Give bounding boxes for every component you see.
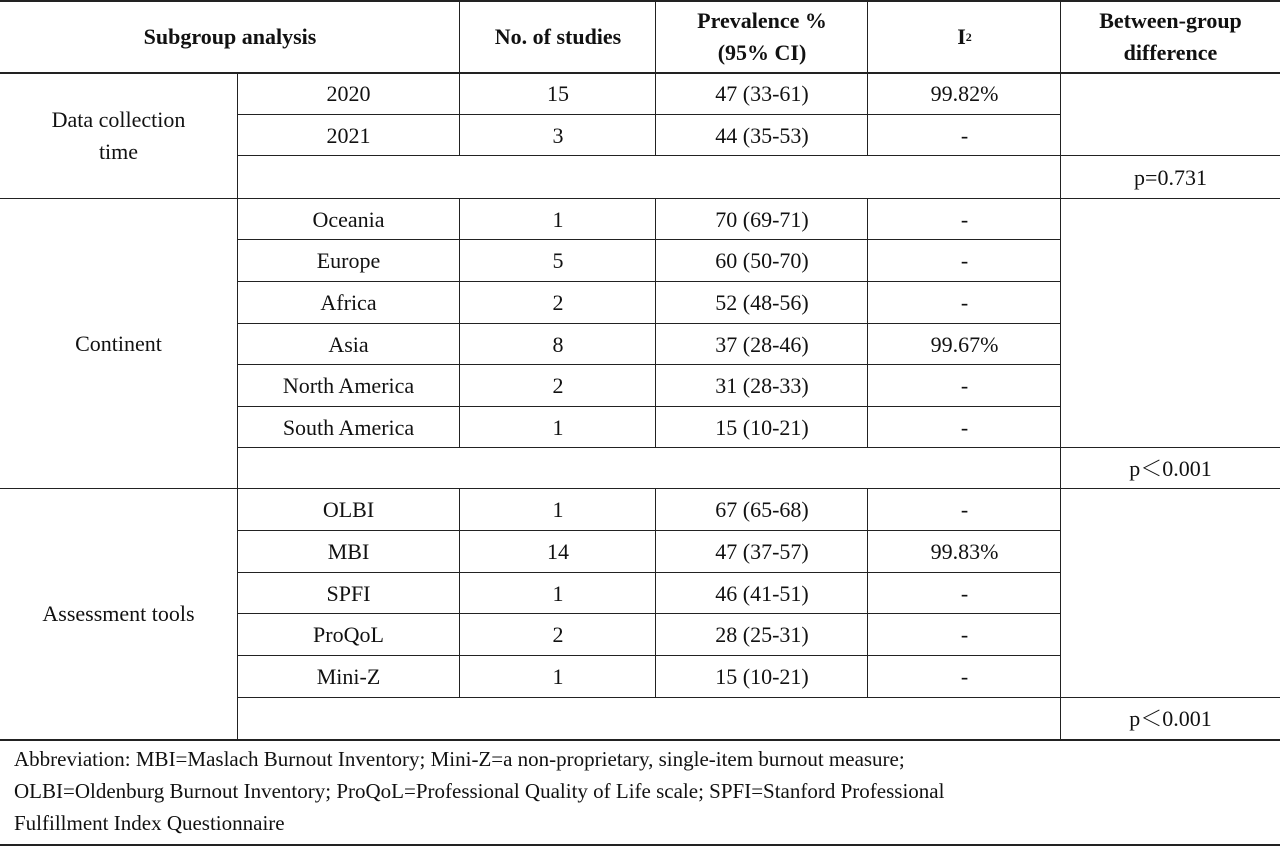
row-label: OLBI: [322, 497, 375, 523]
row-prevalence: 60 (50-70): [715, 248, 809, 274]
header-between-group-difference: [1061, 0, 1280, 73]
group-name-line: Data collection: [51, 107, 186, 133]
row-studies: 2: [552, 373, 564, 399]
row-studies: 1: [552, 206, 564, 232]
group-name-line: Assessment tools: [42, 601, 195, 627]
row-prevalence: 46 (41-51): [715, 580, 809, 606]
row-i2: -: [960, 580, 969, 606]
row-prevalence: 47 (33-61): [715, 81, 809, 107]
row-label: 2020: [326, 81, 371, 107]
row-studies: 1: [552, 497, 564, 523]
row-i2: -: [960, 664, 969, 690]
rule-row: [237, 239, 1061, 240]
header-i2-base: I: [957, 23, 966, 49]
row-i2: -: [960, 373, 969, 399]
rule-group: [0, 488, 1280, 489]
rule-col-i2: [867, 489, 868, 698]
row-label: Europe: [316, 248, 381, 274]
row-i2: 99.83%: [930, 539, 999, 565]
rule-row: [237, 323, 1061, 324]
row-studies: 1: [552, 580, 564, 606]
row-i2: -: [960, 497, 969, 523]
row-studies: 15: [547, 81, 569, 107]
group-name-data-collection-time: [0, 73, 237, 199]
rule-col-prevalence: [655, 489, 656, 698]
group-name-continent: [0, 199, 237, 489]
footnote-line: OLBI=Oldenburg Burnout Inventory; ProQoL=Professional Quality of Life scale; SPFI=Stanford Professional: [14, 779, 945, 803]
rule-row: [237, 697, 1280, 698]
row-studies: 2: [552, 290, 564, 316]
rule-row: [237, 447, 1280, 448]
row-label: SPFI: [326, 580, 371, 606]
row-prevalence: 52 (48-56): [715, 290, 809, 316]
header-prevalence-line1: Prevalence %: [697, 7, 827, 33]
rule-col-studies: [459, 0, 460, 156]
header-subgroup-analysis: [0, 0, 460, 73]
row-label: Africa: [320, 290, 377, 316]
header-between-line2: difference: [1123, 39, 1218, 65]
rule-col-prevalence: [655, 0, 656, 156]
rule-row: [237, 364, 1061, 365]
header-i-squared: I 2: [868, 0, 1061, 73]
row-prevalence: 67 (65-68): [715, 497, 809, 523]
row-prevalence: 70 (69-71): [715, 206, 809, 232]
row-i2: -: [960, 290, 969, 316]
row-label: MBI: [327, 539, 370, 565]
between-group-p-value: p=0.731: [1134, 164, 1207, 190]
abbreviation-footnote: [14, 743, 1264, 839]
rule-col-i2: [867, 0, 868, 156]
rule-top: [0, 0, 1280, 2]
row-studies: 1: [552, 414, 564, 440]
row-label: Asia: [328, 331, 369, 357]
row-label: ProQoL: [313, 622, 384, 648]
row-prevalence: 31 (28-33): [715, 373, 809, 399]
rule-row: [237, 114, 1061, 115]
rule-col-studies: [459, 489, 460, 698]
rule-col-studies: [459, 199, 460, 448]
row-studies: 1: [552, 664, 564, 690]
row-i2: -: [960, 622, 969, 648]
group-name-line: time: [98, 139, 139, 164]
row-prevalence: 37 (28-46): [715, 331, 809, 357]
row-studies: 5: [552, 248, 564, 274]
row-prevalence: 15 (10-21): [715, 664, 809, 690]
row-i2: 99.82%: [930, 81, 999, 107]
row-prevalence: 47 (37-57): [715, 539, 809, 565]
row-i2: -: [960, 248, 969, 274]
rule-header-bottom: [0, 72, 1280, 74]
row-prevalence: 15 (10-21): [715, 414, 809, 440]
rule-row: [237, 281, 1061, 282]
footnote-line: Fulfillment Index Questionnaire: [14, 811, 285, 835]
row-label: 2021: [326, 122, 371, 148]
rule-col-i2: [867, 199, 868, 448]
row-studies: 3: [552, 122, 564, 148]
row-label: Oceania: [312, 206, 385, 232]
row-prevalence: 44 (35-53): [715, 122, 809, 148]
row-label: North America: [282, 373, 415, 399]
row-i2: -: [960, 122, 969, 148]
header-studies-label: No. of studies: [494, 23, 622, 49]
row-studies: 2: [552, 622, 564, 648]
row-studies: 14: [547, 539, 569, 565]
row-i2: -: [960, 414, 969, 440]
rule-group: [0, 198, 1280, 199]
rule-table-bottom: [0, 739, 1280, 741]
row-i2: 99.67%: [930, 331, 999, 357]
group-name-assessment-tools: [0, 489, 237, 739]
header-subgroup-label: Subgroup analysis: [143, 23, 317, 49]
rule-page-bottom: [0, 844, 1280, 846]
header-no-of-studies: [460, 0, 656, 73]
between-group-p-value: p＜0.001: [1129, 705, 1212, 731]
rule-col-between: [1060, 0, 1061, 739]
row-prevalence: 28 (25-31): [715, 622, 809, 648]
rule-row: [237, 613, 1061, 614]
header-between-line1: Between-group: [1099, 7, 1242, 33]
rule-row: [237, 155, 1280, 156]
rule-row: [237, 655, 1061, 656]
row-studies: 8: [552, 331, 564, 357]
rule-row: [237, 530, 1061, 531]
rule-col-subgroup: [237, 73, 238, 739]
header-prevalence: [656, 0, 868, 73]
row-i2: -: [960, 206, 969, 232]
between-group-p-value: p＜0.001: [1129, 455, 1212, 481]
header-prevalence-line2: (95% CI): [717, 39, 807, 65]
footnote-line: Abbreviation: MBI=Maslach Burnout Inventory; Mini-Z=a non-proprietary, single-item burnout measure;: [14, 747, 905, 771]
rule-row: [237, 406, 1061, 407]
row-label: South America: [282, 414, 415, 440]
rule-col-prevalence: [655, 199, 656, 448]
row-label: Mini-Z: [316, 664, 381, 690]
rule-row: [237, 572, 1061, 573]
group-name-line: Continent: [75, 331, 162, 357]
